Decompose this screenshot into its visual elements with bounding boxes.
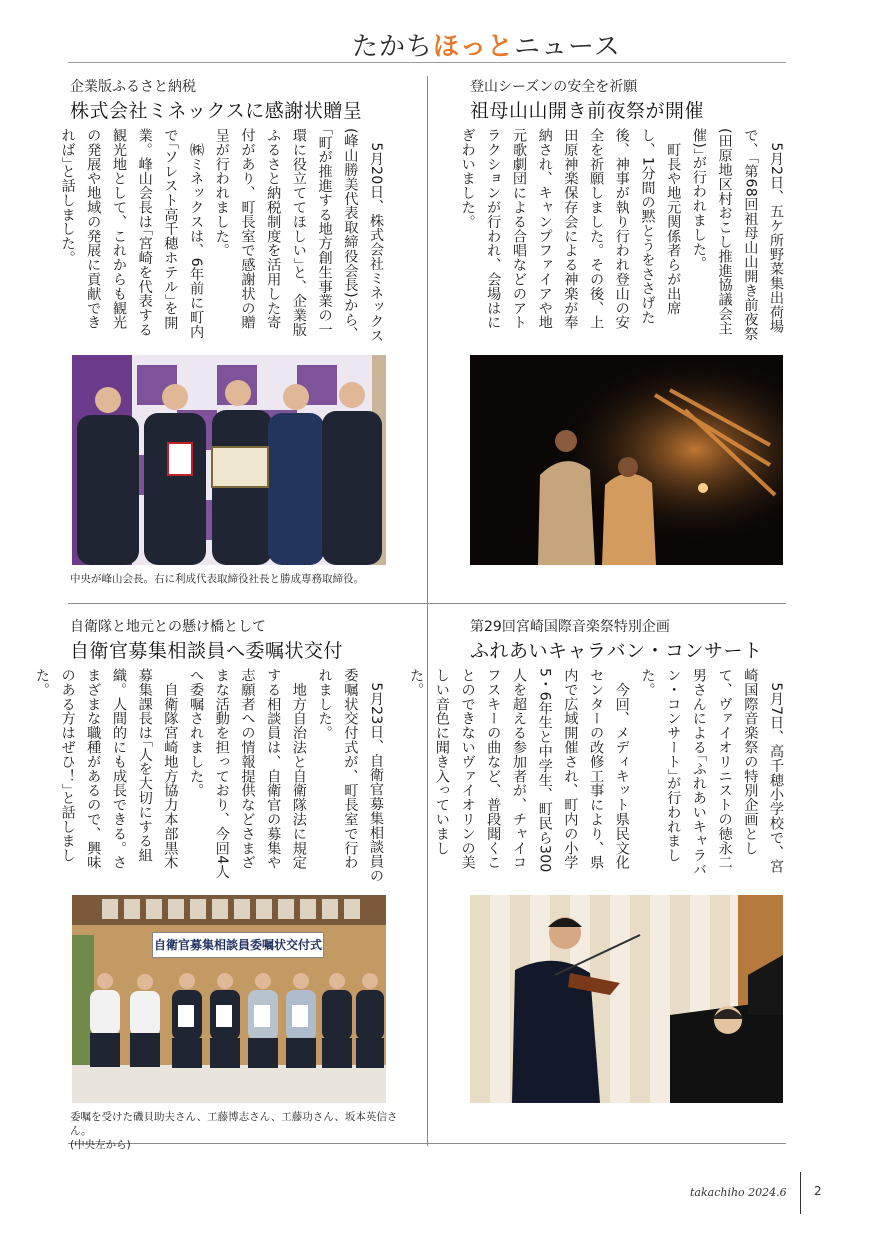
- article-body: 5月7日、高千穂小学校で、宮崎国際音楽祭の特別企画として、ヴァイオリニストの徳永二男さんによる｢ふれあいキャラバン・コンサート｣が行われました。 今回、メディキット県民文化センターの改修工事により、県内で広域開催され、町内の小学5・6年生と中学生、町民ら300人を超える参加者が、チャイコフスキーの曲など、普段聞くことのできないヴァイオリンの美しい音色に聞き入っていました。: [408, 668, 784, 877]
- kagura-night-photo: [470, 355, 783, 565]
- column-divider: [427, 76, 428, 1146]
- title-part-1: たかち: [352, 32, 434, 62]
- footer-brand: takachiho 2024.6: [690, 1186, 787, 1199]
- row-divider: [68, 603, 786, 604]
- caption-line-1: 委嘱を受けた磯貝助夫さん、工藤博志さん、工藤功さん、坂本英信さん。: [70, 1111, 398, 1137]
- commission-ceremony-photo: [72, 895, 386, 1103]
- photo-caption: 中央が峰山会長。右に利成代表取締役社長と勝成専務取締役。: [70, 573, 364, 585]
- ceremony-banner: 自衛官募集相談員委嘱状交付式: [152, 932, 324, 958]
- article-kicker: 企業版ふるさと納税: [70, 79, 196, 95]
- title-part-3: ニュース: [514, 32, 621, 62]
- article-kicker: 自衛隊と地元との懸け橋として: [70, 619, 266, 635]
- caption-line-2: (中央左から): [70, 1139, 131, 1151]
- footer-rule: [800, 1172, 801, 1214]
- article-headline: ふれあいキャラバン・コンサート: [470, 640, 763, 662]
- article-kicker: 登山シーズンの安全を祈願: [470, 79, 638, 95]
- article-body: 5月2日、五ケ所野菜集出荷場で、｢第68回祖母山山開き前夜祭(田原地区村おこし推進協議会主催)｣が行われました。 町長や地元関係者らが出席し、1分間の黙とうをささげた後、神事が執り行われ登山の安全を祈願しました。その後、上田原神楽保存会による神楽が奉納され、キャンプファイアや地元歌劇団による合唱などのアトラクションが行われ、会場はにぎわいました。: [459, 128, 784, 341]
- article-headline: 株式会社ミネックスに感謝状贈呈: [70, 100, 363, 122]
- article-headline: 自衛官募集相談員へ委嘱状交付: [70, 640, 344, 662]
- page-number: 2: [814, 1184, 822, 1198]
- article-kicker: 第29回宮崎国際音楽祭特別企画: [470, 619, 670, 635]
- title-part-hot: ほっと: [433, 32, 515, 62]
- photo-caption: [70, 1110, 415, 1152]
- page-header: [0, 20, 874, 70]
- newsletter-title: [352, 26, 621, 63]
- award-ceremony-photo: [72, 355, 386, 565]
- article-body: 5月20日、株式会社ミネックス(峰山勝美代表取締役会長)から、｢町が推進する地方創生事業の一環に役立ててほしい｣と、企業版ふるさと納税制度を活用した寄付があり、町長室で感謝状の贈呈が行われました。 ㈱ミネックスは、6年前に町内で｢ソレスト高千穂ホテル｣を開業。峰山会長は｢宮崎を代表する観光地として、これからも観光の発展や地域の発展に貢献できれば｣と話しました。: [59, 128, 384, 343]
- violin-concert-photo: [470, 895, 783, 1103]
- header-rule: [68, 62, 786, 63]
- article-body: 5月23日、自衛官募集相談員の委嘱状交付式が、町長室で行われました。 地方自治法と自衛隊法に規定する相談員は、自衛官の募集や志願者への情報提供などさまざまな活動を担っており、今回4人へ委嘱されました。 自衛隊宮崎地方協力本部黒木募集課長は｢人を大切にする組織。人間的にも成長できる。さまざまな職種があるので、興味のある方はぜひ！｣と話しました。: [33, 668, 384, 883]
- article-headline: 祖母山山開き前夜祭が開催: [470, 100, 705, 122]
